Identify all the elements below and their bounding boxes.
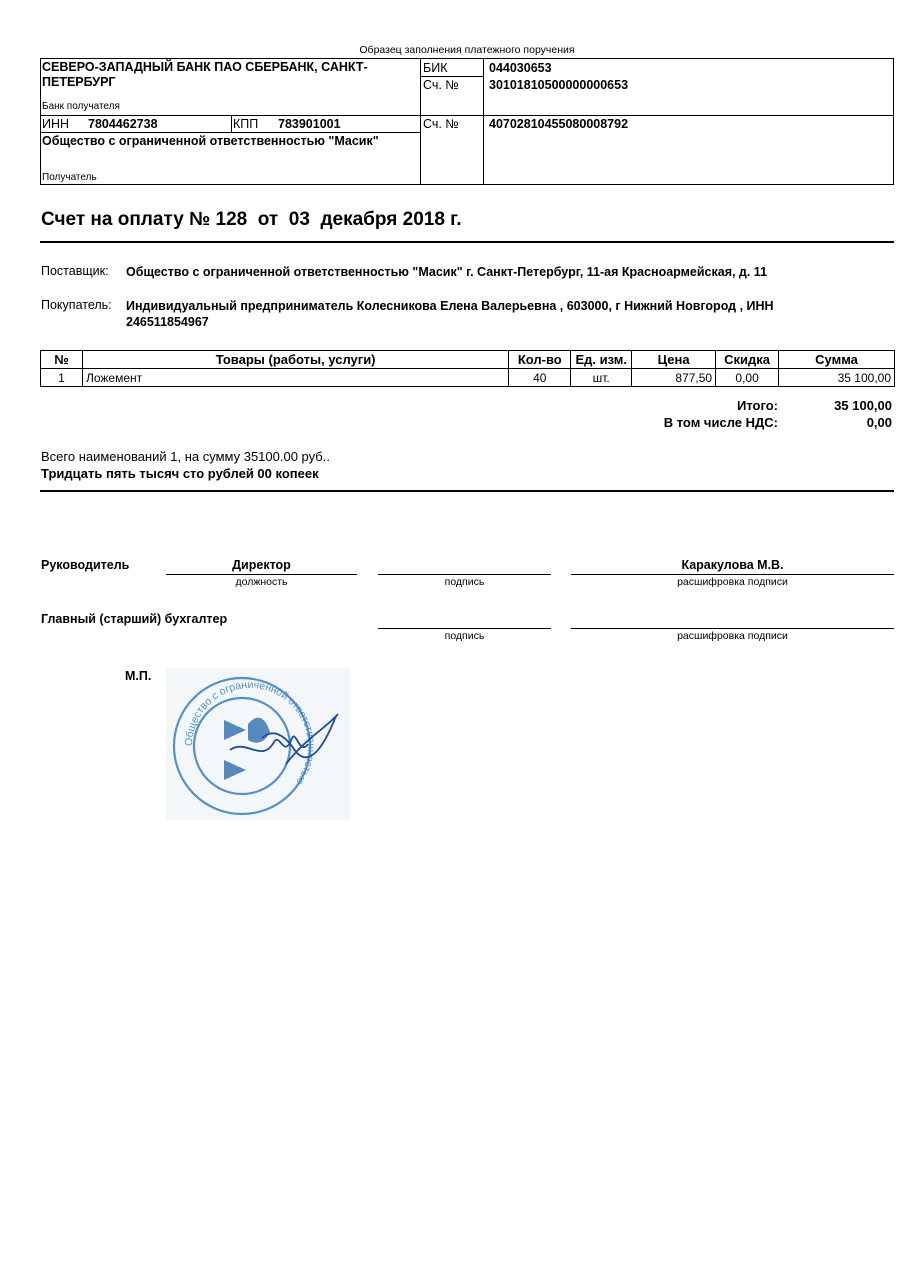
bank-caption: Банк получателя — [42, 101, 120, 112]
cell-name: Ложемент — [82, 369, 508, 387]
account-label: Сч. № — [423, 117, 459, 131]
cell-no: 1 — [41, 369, 83, 387]
accountant-name-caption: расшифровка подписи — [677, 630, 788, 642]
head-name-caption: расшифровка подписи — [677, 576, 788, 588]
corr-account-value: 30101810500000000653 — [489, 78, 629, 92]
table-row — [41, 369, 895, 387]
account-value: 40702810455080008792 — [489, 117, 629, 131]
inn-label: ИНН — [42, 117, 70, 131]
col-header-no: № — [41, 351, 83, 369]
cell-qty: 40 — [509, 369, 571, 387]
head-position: Директор — [232, 558, 291, 572]
col-header-unit: Ед. изм. — [571, 351, 632, 369]
kpp-value: 783901001 — [278, 117, 341, 131]
summary-words: Тридцать пять тысяч сто рублей 00 копеек — [41, 466, 319, 481]
summary-rule — [40, 490, 894, 492]
bank-details-box — [40, 58, 894, 185]
accountant-label: Главный (старший) бухгалтер — [41, 612, 228, 626]
head-name: Каракулова М.В. — [681, 558, 784, 572]
company-stamp — [166, 668, 350, 820]
col-header-discount: Скидка — [716, 351, 779, 369]
bik-value: 044030653 — [489, 61, 552, 75]
svg-text:Общество с ограниченной ответс: Общество с ограниченной ответственностью — [182, 678, 318, 787]
cell-discount: 0,00 — [716, 369, 779, 387]
head-sign-line — [378, 574, 551, 575]
cell-price: 877,50 — [632, 369, 716, 387]
vat-value: 0,00 — [866, 415, 892, 430]
head-label: Руководитель — [41, 558, 130, 572]
cell-sum: 35 100,00 — [779, 369, 895, 387]
invoice-title: Счет на оплату № 128 от 03 декабря 2018 г. — [41, 209, 462, 230]
title-rule — [40, 241, 894, 243]
supplier-value: Общество с ограниченной ответственностью "Масик" г. Санкт-Петербург, 11-ая Красноармейская, д. 11 — [126, 265, 768, 279]
head-sign-caption: подпись — [444, 576, 485, 588]
col-header-price: Цена — [632, 351, 716, 369]
supplier-label: Поставщик: — [41, 264, 109, 278]
total-value: 35 100,00 — [834, 398, 892, 413]
sample-title: Образец заполнения платежного поручения — [359, 44, 575, 56]
buyer-label: Покупатель: — [41, 298, 112, 312]
head-position-line — [166, 574, 357, 575]
mp-label: М.П. — [125, 669, 152, 683]
accountant-name-line — [571, 628, 894, 629]
accountant-sign-caption: подпись — [444, 630, 485, 642]
stamp-seal-icon — [166, 668, 350, 820]
recipient-name: Общество с ограниченной ответственностью "Масик" — [42, 134, 379, 148]
inn-value: 7804462738 — [88, 117, 158, 131]
items-table — [40, 350, 895, 387]
buyer-value: Индивидуальный предприниматель Колесникова Елена Валерьевна , 603000, г Нижний Новгород , ИНН 246511854967 — [126, 299, 774, 329]
bik-label: БИК — [423, 61, 448, 75]
col-header-goods: Товары (работы, услуги) — [82, 351, 508, 369]
cell-unit: шт. — [571, 369, 632, 387]
table-header-row — [41, 351, 895, 369]
bank-name: СЕВЕРО-ЗАПАДНЫЙ БАНК ПАО СБЕРБАНК, САНКТ- ПЕТЕРБУРГ — [42, 60, 368, 89]
vat-label: В том числе НДС: — [663, 415, 778, 430]
head-name-line — [571, 574, 894, 575]
corr-account-label: Сч. № — [423, 78, 459, 92]
col-header-sum: Сумма — [779, 351, 895, 369]
head-position-caption: должность — [235, 576, 288, 588]
summary-count: Всего наименований 1, на сумму 35100.00 руб.. — [41, 449, 330, 464]
recipient-caption: Получатель — [42, 172, 97, 183]
kpp-label: КПП — [233, 117, 259, 131]
col-header-qty: Кол-во — [509, 351, 571, 369]
accountant-sign-line — [378, 628, 551, 629]
total-label: Итого: — [737, 398, 778, 413]
